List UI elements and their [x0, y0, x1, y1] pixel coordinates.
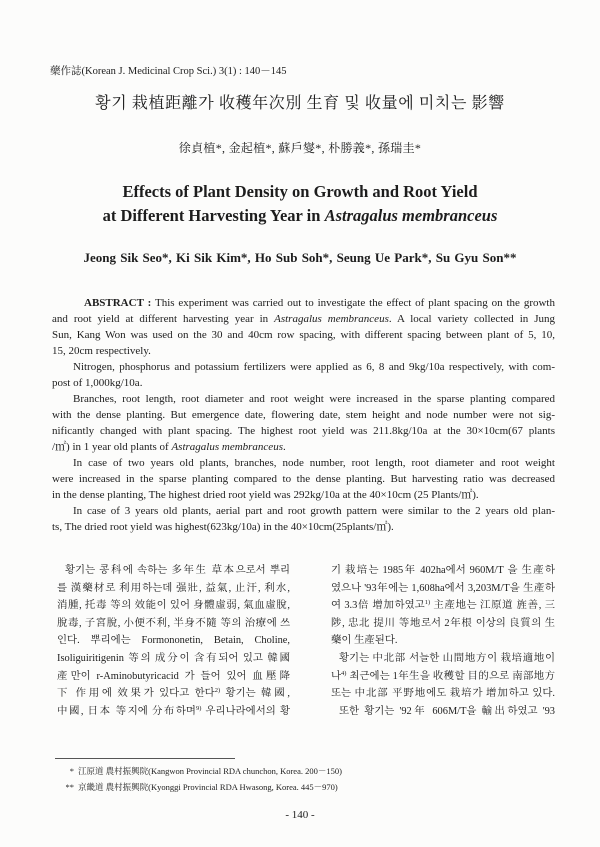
- journal-reference: 藥作誌(Korean J. Medicinal Crop Sci.) 3(1) : 140－145: [50, 66, 287, 77]
- body-line: 를 漢藥材로 利用하는데 强壯, 益氣, 止汗, 利水,: [57, 582, 290, 594]
- abstract-line: In case of 3 years old plants, aerial part and root growth pattern were similar to the 2 years old plan-: [73, 505, 555, 517]
- footnote-item: [60, 763, 540, 779]
- body-line: 기 栽培는 1985年 402ha에서 960M/T 을 生產하: [331, 565, 555, 576]
- body-column-right: [331, 562, 555, 720]
- body-line: 또는 中北部 平野地에도 栽培가 增加하고 있다.: [331, 688, 555, 700]
- abstract-line: [52, 295, 555, 311]
- body-line: 陟, 忠北 提川 等地로서 2年根 이상의 良質의 生: [331, 617, 555, 629]
- abstract-line: in the dense planting, The highest dried root yield was 292kg/10a at the 40×10cm (25 Plants/㎡).: [52, 489, 479, 501]
- abstract-line: post of 1,000kg/10a.: [52, 377, 143, 389]
- abstract-line: Nitrogen, phosphorus and potassium fertilizers were applied as 6, 8 and 9kg/10a respectively, with com-: [73, 361, 555, 373]
- citation-superscript: 1): [424, 599, 431, 607]
- body-text: 主產地는 江原道 旌善, 三: [430, 600, 555, 612]
- footnote-mark: **: [65, 782, 74, 792]
- footnote-rule: [55, 758, 235, 759]
- body-line: 인다. 뿌리에는 Formononetin, Betain, Choline,: [57, 635, 290, 647]
- body-text: 여 3.3倍 增加하였고: [331, 600, 425, 612]
- species-name-italic: Astragalus membranceus: [274, 313, 389, 325]
- body-line: 황기는 中北部 서늘한 山間地方이 栽培適地이: [339, 652, 555, 664]
- body-text: 황기는 韓國,: [220, 688, 291, 700]
- footnote-text: 京畿道 農村振興院(Kyonggi Provincial RDA Hwasong, Korea. 445－970): [78, 782, 338, 792]
- body-text: 나: [331, 670, 342, 682]
- abstract-line: ts, The dried root yield was highest(623kg/10a) in the 40×10cm(25plants/㎡).: [52, 521, 394, 533]
- abstract-line: were increased in the sparse planting compared to the dense planting. But harvesting ratio was decreased: [52, 473, 555, 485]
- body-line: 또한 황기는 '92年 606M/T을 輸出하였고 '93: [339, 705, 555, 717]
- body-line: [57, 685, 290, 703]
- abstract-line: Branches, root length, root diameter and root weight were increased in the sparse planting compared: [73, 393, 555, 405]
- english-authors: Jeong Sik Seo*, Ki Sik Kim*, Ho Sub Soh*, Seung Ue Park*, Su Gyu Son**: [83, 250, 517, 265]
- body-line: [331, 597, 555, 615]
- citation-superscript: 2): [214, 687, 221, 695]
- korean-title: 황기 栽植距離가 收穫年次別 生育 및 收量에 미치는 影響: [95, 95, 505, 112]
- footnote-item: [60, 779, 540, 795]
- abstract-line: with the dense planting. But emergence date, flowering date, stem height and node number were not sig-: [52, 409, 555, 421]
- species-name-italic: Astragalus membranceus: [324, 206, 498, 225]
- abstract-line: In case of two years old plants, branches, node number, root length, root diameter and root weight: [73, 457, 555, 469]
- abstract-line: [52, 439, 555, 455]
- body-text: 최근에는 1年生을 收穫할 目的으로 南部地方: [346, 670, 555, 682]
- body-line: 황기는 콩科에 속하는 多年生 草本으로서 뿌리: [65, 565, 290, 576]
- body-line: [57, 703, 290, 721]
- footnote-mark: *: [69, 766, 74, 776]
- abstract-line: nificantly changed with plant spacing. The highest root yield was 211.8kg/10a at the 30×10cm(67 plants: [52, 425, 555, 437]
- body-line: 消腫, 托毒 等의 效能이 있어 身體虛弱, 氣血虛脫,: [57, 600, 290, 612]
- body-text: 下 作用에 效果가 있다고 한다: [57, 688, 215, 700]
- english-title: [0, 180, 600, 228]
- abstract-text: and root yield at different harvesting year in: [52, 313, 275, 325]
- citation-superscript: 9): [195, 704, 202, 712]
- body-line: [331, 668, 555, 686]
- abstract-line: Sun, Kang Won was used on the 30 and 40cm row spacing, with different spacing between plant of 5, 10,: [52, 329, 555, 341]
- english-title-line-2: [0, 204, 600, 228]
- abstract-label: ABSTRACT :: [84, 297, 152, 309]
- page-number: - 140 -: [285, 809, 315, 821]
- citation-superscript: 4): [341, 669, 347, 677]
- abstract-text: .: [282, 441, 286, 453]
- english-title-text: at Different Harvesting Year in: [102, 206, 321, 225]
- body-line: 產만이 r-Aminobutyricacid 가 들어 있어 血壓降: [57, 670, 290, 682]
- korean-authors: 徐貞植*, 金起植*, 蘇戶燮*, 朴勝義*, 孫瑞圭*: [178, 141, 422, 155]
- english-title-line-1: Effects of Plant Density on Growth and Root Yield: [122, 182, 478, 201]
- abstract-line: 15, 20cm respectively.: [52, 345, 151, 357]
- body-column-left: [57, 562, 290, 720]
- abstract: [52, 295, 555, 535]
- abstract-line: [52, 311, 555, 327]
- footnotes: [60, 763, 540, 795]
- body-line: 脫毒, 子宮脫, 小便不利, 半身不隨 等의 治療에 쓰: [57, 617, 290, 629]
- species-name-italic: Astragalus membranceus: [171, 441, 283, 453]
- body-line: Isoliguiritigenin 等의 成分이 含有되어 있고 韓國: [57, 652, 290, 664]
- abstract-text: . A local variety collected in Jung: [388, 313, 555, 325]
- abstract-text: /㎡) in 1 year old plants of: [52, 441, 172, 453]
- body-line: 藥이 生產된다.: [331, 635, 398, 647]
- body-line: 였으나 '93年에는 1,608ha에서 3,203M/T을 生產하: [331, 582, 555, 594]
- abstract-text: This experiment was carried out to investigate the effect of plant spacing on the growth: [154, 297, 555, 309]
- footnote-text: 江原道 農村振興院(Kangwon Provincial RDA chunchon, Korea. 200－150): [78, 766, 342, 776]
- body-text: 우리나라에서의 황: [201, 705, 290, 717]
- body-text: 中國, 日本 等지에 分布하며: [57, 705, 196, 717]
